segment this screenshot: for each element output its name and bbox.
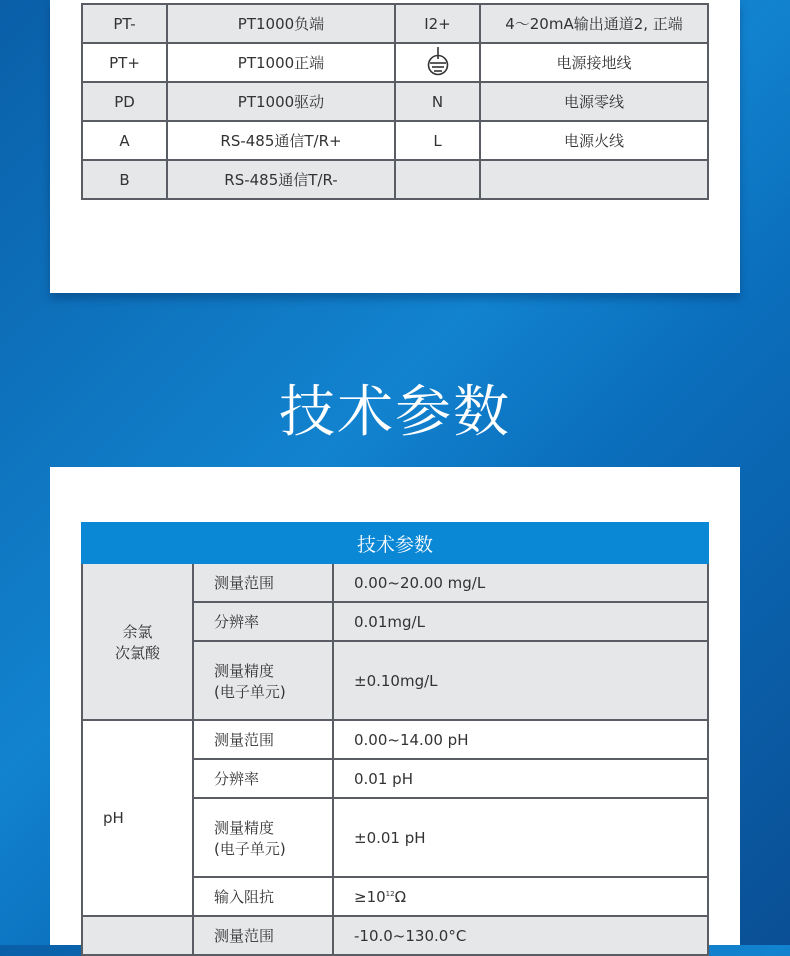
group-temperature	[82, 916, 193, 955]
group-name: 次氯酸	[114, 643, 160, 662]
table-row	[82, 4, 708, 43]
terminal-desc	[480, 160, 708, 199]
terminal-label: I2+	[395, 4, 480, 43]
param-label	[193, 798, 333, 877]
param-value: 0.01mg/L	[333, 602, 708, 641]
section-title: 技术参数	[279, 380, 511, 445]
param-value: -10.0~130.0°C	[333, 916, 708, 955]
param-value: ±0.10mg/L	[333, 641, 708, 720]
table-row	[82, 43, 708, 82]
terminal-desc: 电源火线	[480, 121, 708, 160]
value-unit: Ω	[394, 887, 407, 906]
table-row	[82, 160, 708, 199]
label-line: (电子单元)	[214, 839, 286, 858]
terminal-label: L	[395, 121, 480, 160]
table-row	[82, 121, 708, 160]
param-label: 输入阻抗	[193, 877, 333, 916]
param-value	[333, 877, 708, 916]
terminal-desc: PT1000驱动	[167, 82, 395, 121]
table-row	[82, 82, 708, 121]
value-exponent: 12	[385, 889, 395, 898]
param-label	[193, 641, 333, 720]
param-label: 测量范围	[193, 720, 333, 759]
param-label: 测量范围	[193, 916, 333, 955]
value-prefix: ≥10	[354, 887, 386, 906]
label-line: 测量精度	[214, 818, 275, 837]
terminal-desc: 4～20mA输出通道2, 正端	[480, 4, 708, 43]
group-name: 余氯	[122, 622, 153, 641]
label-line: (电子单元)	[214, 682, 286, 701]
spec-table	[81, 522, 709, 956]
terminal-label: PD	[82, 82, 167, 121]
terminal-desc: PT1000负端	[167, 4, 395, 43]
wiring-card	[50, 0, 740, 293]
param-value: ±0.01 pH	[333, 798, 708, 877]
param-value: 0.00~20.00 mg/L	[333, 563, 708, 602]
terminal-desc: RS-485通信T/R+	[167, 121, 395, 160]
spec-table-header: 技术参数	[82, 523, 708, 563]
terminal-desc: RS-485通信T/R-	[167, 160, 395, 199]
label-line: 测量精度	[214, 661, 275, 680]
param-label: 分辨率	[193, 759, 333, 798]
terminal-label	[395, 160, 480, 199]
param-label: 测量范围	[193, 563, 333, 602]
ground-icon	[425, 46, 451, 76]
terminal-label: A	[82, 121, 167, 160]
terminal-label	[395, 43, 480, 82]
terminal-desc: 电源接地线	[480, 43, 708, 82]
table-row	[82, 720, 708, 759]
terminal-label: PT+	[82, 43, 167, 82]
terminal-desc: PT1000正端	[167, 43, 395, 82]
terminal-label: N	[395, 82, 480, 121]
terminal-desc: 电源零线	[480, 82, 708, 121]
wiring-table	[81, 3, 709, 200]
terminal-label: PT-	[82, 4, 167, 43]
param-label: 分辨率	[193, 602, 333, 641]
terminal-label: B	[82, 160, 167, 199]
group-ph: pH	[82, 720, 193, 916]
param-value: 0.01 pH	[333, 759, 708, 798]
param-value: 0.00~14.00 pH	[333, 720, 708, 759]
spec-card	[50, 467, 740, 945]
table-row	[82, 563, 708, 602]
group-chlorine	[82, 563, 193, 720]
table-row	[82, 916, 708, 955]
